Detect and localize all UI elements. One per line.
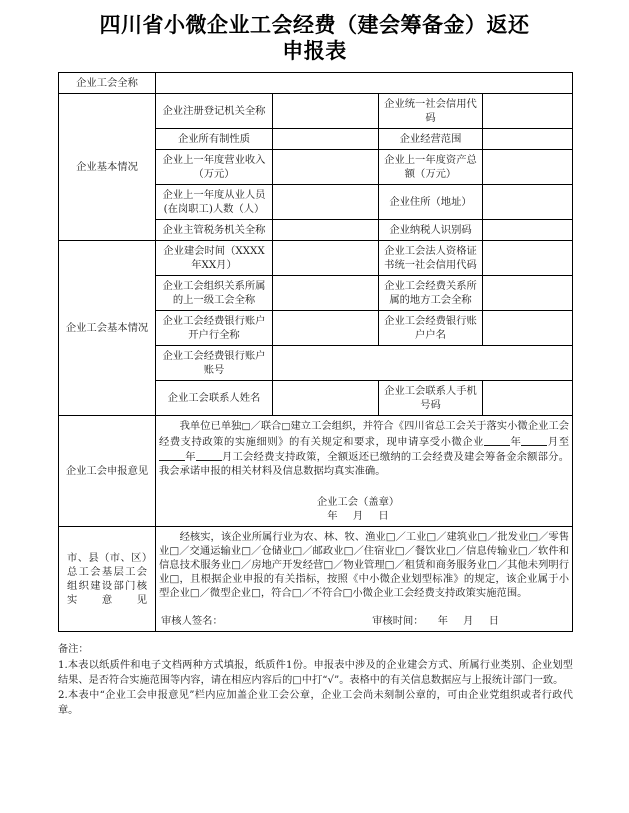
label-union-founding-time: 企业建会时间（XXXX年XX月） xyxy=(156,241,273,276)
value-union-contact-name[interactable] xyxy=(273,381,379,416)
label-enterprise-credit-code: 企业统一社会信用代码 xyxy=(379,94,483,129)
label-enterprise-taxpayer-id: 企业纳税人识别码 xyxy=(379,220,483,241)
section-label-declaration-opinion: 企业工会申报意见 xyxy=(59,416,156,527)
review-time-ymd[interactable]: 年 月 日 xyxy=(437,615,506,627)
declaration-date-label[interactable]: 年 月 日 xyxy=(327,510,395,522)
label-union-contact-name: 企业工会联系人姓名 xyxy=(156,381,273,416)
declaration-opinion-cell[interactable] xyxy=(156,416,573,527)
page-title xyxy=(0,0,629,72)
table-row-declaration xyxy=(59,416,573,527)
label-union-local-fund-org: 企业工会经费关系所属的地方工会全称 xyxy=(379,276,483,311)
declaration-text-4: 工会经费支持政策，全额返还已缴纳的工会经费及建会筹备金余额部分。我会承诺申报的相关材料及信息数据均真实准确。 xyxy=(159,451,570,477)
label-enterprise-revenue: 企业上一年度营业收入（万元） xyxy=(156,150,273,185)
declaration-paragraph xyxy=(159,419,569,478)
table-row xyxy=(59,94,573,129)
value-union-bank-account-number[interactable] xyxy=(273,346,573,381)
table-row-union-full-name xyxy=(59,73,573,94)
label-enterprise-employees: 企业上一年度从业人员(在岗职工)人数（人） xyxy=(156,185,273,220)
label-union-bank-branch: 企业工会经费银行账户开户行全称 xyxy=(156,311,273,346)
application-form-table xyxy=(58,72,573,632)
value-union-bank-branch[interactable] xyxy=(273,311,379,346)
value-union-parent-org[interactable] xyxy=(273,276,379,311)
label-enterprise-assets: 企业上一年度资产总额（万元） xyxy=(379,150,483,185)
label-union-bank-account-number: 企业工会经费银行账户账号 xyxy=(156,346,273,381)
notes-item-1: 1.本表以纸质件和电子文档两种方式填报，纸质件1份。申报表中涉及的企业建会方式、所属行业类别、企业划型结果、是否符合实施范围等内容，请在相应内容后的□中打“√”。表格中的有关信息数据应与上报统计部门一致。 xyxy=(58,660,573,686)
declaration-stamp-label: 企业工会（盖章） xyxy=(316,496,400,508)
input-start-year[interactable] xyxy=(484,434,510,446)
value-union-contact-phone[interactable] xyxy=(483,381,573,416)
value-enterprise-credit-code[interactable] xyxy=(483,94,573,129)
label-union-contact-phone: 企业工会联系人手机号码 xyxy=(379,381,483,416)
table-row-review xyxy=(59,527,573,632)
title-line-1: 四川省小微企业工会经费（建会筹备金）返还 xyxy=(99,12,530,37)
review-time-block xyxy=(372,614,567,628)
label-union-legal-credit-code: 企业工会法人资格证书统一社会信用代码 xyxy=(379,241,483,276)
checkbox-joint-icon[interactable]: □ xyxy=(281,421,291,432)
notes-item-2: 2.本表中“企业工会申报意见”栏内应加盖企业工会公章，企业工会尚未刻制公章的，可由企业党组织或者行政代章。 xyxy=(58,690,573,716)
label-enterprise-tax-authority: 企业主管税务机关全称 xyxy=(156,220,273,241)
value-enterprise-ownership[interactable] xyxy=(273,129,379,150)
declaration-month-1: 月 xyxy=(547,436,559,448)
declaration-to: 至 xyxy=(558,436,570,448)
label-union-full-name: 企业工会全称 xyxy=(59,73,156,94)
declaration-text-1: 我单位已单独 xyxy=(179,420,242,432)
value-union-legal-credit-code[interactable] xyxy=(483,241,573,276)
value-enterprise-address[interactable] xyxy=(483,185,573,220)
notes-heading: 备注： xyxy=(58,644,89,655)
checkbox-individual-icon[interactable]: □ xyxy=(241,421,251,432)
title-line-2: 申报表 xyxy=(282,38,347,63)
value-union-full-name[interactable] xyxy=(156,73,573,94)
form-container xyxy=(0,72,629,632)
label-union-parent-org: 企业工会组织关系所属的上一级工会全称 xyxy=(156,276,273,311)
notes-section xyxy=(0,632,629,718)
label-union-bank-account-name: 企业工会经费银行账户户名 xyxy=(379,311,483,346)
input-end-month[interactable] xyxy=(196,449,222,461)
input-start-month[interactable] xyxy=(521,434,547,446)
section-label-union-basic: 企业工会基本情况 xyxy=(59,241,156,416)
review-time-label: 审核时间： xyxy=(372,615,424,627)
label-enterprise-address: 企业住所（地址） xyxy=(379,185,483,220)
declaration-year-2: 年 xyxy=(185,451,196,463)
declaration-text-3: 建立工会组织，并符合《四川省总工会关于落实小微企业工会经费支持政策的实施细则》的有关规定和要求，现申请享受小微企业 xyxy=(159,420,569,448)
label-enterprise-business-scope: 企业经营范围 xyxy=(379,129,483,150)
input-end-year[interactable] xyxy=(159,449,185,461)
review-signer-label[interactable]: 审核人签名： xyxy=(161,615,223,627)
value-enterprise-business-scope[interactable] xyxy=(483,129,573,150)
declaration-text-2: ／联合 xyxy=(250,420,282,432)
label-enterprise-registration-authority: 企业注册登记机关全称 xyxy=(156,94,273,129)
value-union-local-fund-org[interactable] xyxy=(483,276,573,311)
review-signature-block xyxy=(159,614,569,628)
value-union-bank-account-name[interactable] xyxy=(483,311,573,346)
section-label-review-opinion: 市、县（市、区）总工会基层工会组织建设部门核实意见 xyxy=(59,527,156,632)
declaration-month-2: 月 xyxy=(221,451,233,463)
value-union-founding-time[interactable] xyxy=(273,241,379,276)
section-label-enterprise-basic: 企业基本情况 xyxy=(59,94,156,241)
value-enterprise-revenue[interactable] xyxy=(273,150,379,185)
declaration-signature-block xyxy=(159,495,569,523)
review-opinion-cell[interactable] xyxy=(156,527,573,632)
value-enterprise-employees[interactable] xyxy=(273,185,379,220)
label-enterprise-ownership: 企业所有制性质 xyxy=(156,129,273,150)
value-enterprise-taxpayer-id[interactable] xyxy=(483,220,573,241)
value-enterprise-tax-authority[interactable] xyxy=(273,220,379,241)
review-paragraph: 经核实，该企业所属行业为农、林、牧、渔业□／工业□／建筑业□／批发业□／零售业□／交通运输业□／仓储业□／邮政业□／住宿业□／餐饮业□／信息传输业□／软件和信息技术服务业□／房地产开发经营□／物业管理□／租赁和商务服务业□／其他未列明行业□，且根据企业申报的有关指标，按照《中小微企业划型标准》的规定，该企业属于小型企业□／微型企业□，符合□／不符合□小微企业工会经费支持政策实施范围。 xyxy=(159,531,569,599)
declaration-year-1: 年 xyxy=(509,436,522,448)
value-enterprise-assets[interactable] xyxy=(483,150,573,185)
table-row xyxy=(59,241,573,276)
value-enterprise-registration-authority[interactable] xyxy=(273,94,379,129)
